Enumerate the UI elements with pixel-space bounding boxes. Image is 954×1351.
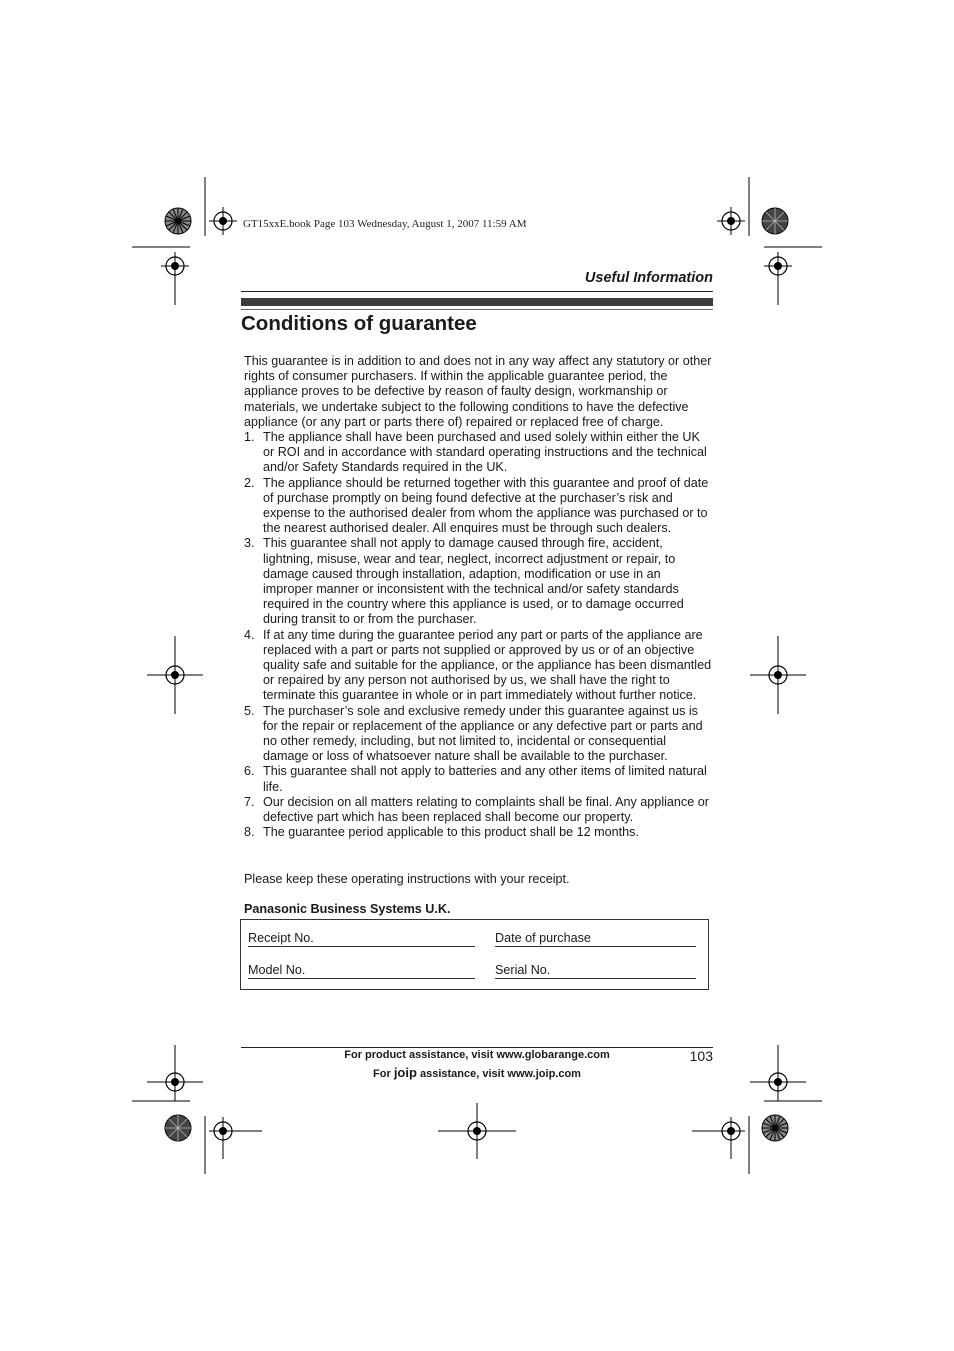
- date-of-purchase-field[interactable]: Date of purchase: [495, 931, 696, 947]
- condition-text: If at any time during the guarantee period any part or parts of the appliance are replaced with a part or parts not supplied or approved by us or of an objective quality safe and suitable for the appliance, or the appliance has been dismantled or repaired by any person not authorised by us, we shall have the right to terminate this guarantee in whole or in part immediately without further notice.: [263, 627, 712, 703]
- model-no-field[interactable]: Model No.: [248, 963, 475, 979]
- condition-text: The purchaser’s sole and exclusive remedy under this guarantee against us is for the repair or replacement of the appliance or any defective part or parts and no other remedy, including, but not limited to, incidental or consequential damage or loss of whatsoever nature shall be available to the purchaser.: [263, 703, 703, 764]
- registration-mark-icon: [147, 1045, 203, 1101]
- starburst-target-icon: [165, 208, 191, 234]
- condition-number: 6.: [244, 764, 255, 779]
- footer-assistance-line: For product assistance, visit www.globarange.com: [344, 1049, 610, 1061]
- starburst-target-icon: [762, 208, 788, 234]
- registration-mark-icon: [209, 207, 237, 235]
- starburst-target-icon: [165, 1115, 191, 1141]
- condition-number: 4.: [244, 627, 255, 642]
- registration-mark-icon: [438, 1103, 516, 1159]
- serial-no-field[interactable]: Serial No.: [495, 963, 696, 979]
- condition-number: 1.: [244, 430, 255, 445]
- registration-mark-icon: [750, 1045, 806, 1101]
- joip-logo: joip: [393, 1065, 417, 1080]
- receipt-no-field[interactable]: Receipt No.: [248, 931, 475, 947]
- registration-mark-icon: [764, 252, 792, 305]
- page-number: 103: [689, 1048, 713, 1064]
- condition-number: 8.: [244, 825, 255, 840]
- intro-paragraph: This guarantee is in addition to and does not in any way affect any statutory or other rights of consumer purchasers. If within the applicable guarantee period, the appliance proves to be defective by reason of faulty design, workmanship or materials, we undertake subject to the following conditions to have the defective appliance (or any part or parts there of) repaired or replaced free of charge.: [244, 354, 712, 429]
- condition-text: The guarantee period applicable to this product shall be 12 months.: [263, 825, 639, 840]
- condition-text: This guarantee shall not apply to batteries and any other items of limited natural life.: [263, 764, 707, 794]
- registration-mark-icon: [717, 207, 745, 235]
- starburst-target-icon: [762, 1115, 788, 1141]
- condition-number: 7.: [244, 794, 255, 809]
- print-info-line: GT15xxE.book Page 103 Wednesday, August 1, 2007 11:59 AM: [243, 218, 527, 230]
- section-header: Useful Information: [584, 270, 713, 286]
- registration-mark-icon: [147, 636, 203, 714]
- footer-joip-prefix: For: [373, 1068, 394, 1080]
- footer-joip-suffix: assistance, visit www.joip.com: [416, 1068, 581, 1080]
- condition-text: The appliance should be returned together with this guarantee and proof of date of purchase promptly on being found defective at the purchaser’s risk and expense to the authorised dealer from whom the appliance was purchased or to the nearest authorised dealer. All enquires must be through such dealers.: [263, 475, 709, 536]
- registration-mark-icon: [161, 252, 189, 305]
- condition-text: The appliance shall have been purchased and used solely within either the UK or ROI and in accordance with standard operating instructions and the technical and/or Safety Standards required in the UK.: [263, 430, 707, 475]
- keep-instructions-note: Please keep these operating instructions with your receipt.: [244, 872, 570, 886]
- condition-number: 3.: [244, 536, 255, 551]
- page-title: Conditions of guarantee: [241, 312, 477, 335]
- registration-mark-icon: [750, 636, 806, 714]
- condition-text: Our decision on all matters relating to complaints shall be final. Any appliance or defective part which has been replaced shall become our property.: [263, 794, 709, 825]
- condition-text: This guarantee shall not apply to damage caused through fire, accident, lightning, misuse, wear and tear, neglect, incorrect adjustment or repair, to damage caused through installation, adaption, modification or use in an improper manner or inconsistent with the technical and/or safety standards required in the country where this appliance is used, or to damage occurred during transit to or from the purchaser.: [263, 536, 684, 627]
- company-name: Panasonic Business Systems U.K.: [244, 902, 451, 916]
- condition-number: 2.: [244, 475, 255, 490]
- registration-mark-icon: [692, 1117, 745, 1159]
- condition-number: 5.: [244, 703, 255, 718]
- registration-mark-icon: [209, 1117, 262, 1159]
